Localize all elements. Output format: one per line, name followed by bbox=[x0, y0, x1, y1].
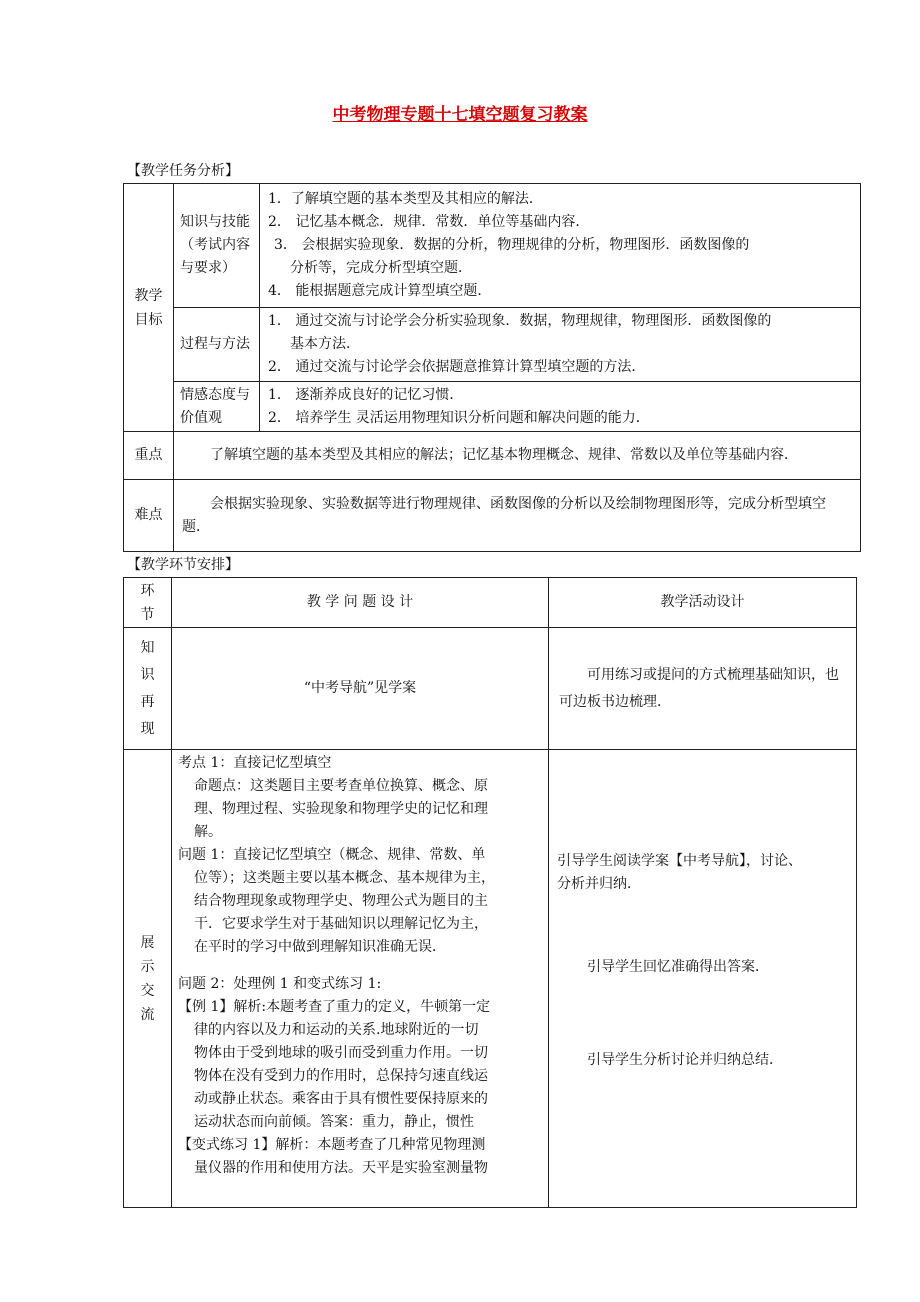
design-line-13: 律的内容以及力和运动的关系.地球附近的一切 bbox=[194, 1022, 479, 1038]
task-analysis-table bbox=[123, 183, 861, 552]
process-content bbox=[260, 308, 861, 382]
goal-label: 教学目标 bbox=[134, 287, 163, 328]
emotion-line-1: 1． 逐渐养成良好的记忆习惯． bbox=[268, 386, 464, 403]
emotion-label: 情感态度与价值观 bbox=[174, 382, 260, 432]
design-line-16: 动或静止状态。乘客由于具有惯性要保持原来的 bbox=[194, 1091, 488, 1107]
knowledge-line-1: 1．了解填空题的基本类型及其相应的解法． bbox=[268, 191, 543, 207]
design-line-9: 在平时的学习中做到理解知识准确无误． bbox=[194, 939, 446, 955]
exchange-activity bbox=[549, 750, 857, 1208]
design-line-19: 量仪器的作用和使用方法。天平是实验室测量物 bbox=[194, 1160, 488, 1176]
knowledge-line-2: 2． 记忆基本概念．规律．常数．单位等基础内容． bbox=[268, 214, 590, 230]
goal-label-cell bbox=[124, 184, 174, 432]
design-line-3: 理、物理过程、实验现象和物理学史的记忆和理 bbox=[194, 801, 488, 817]
design-line-1: 考点 1：直接记忆型填空 bbox=[178, 755, 332, 771]
design-line-14: 物体由于受到地球的吸引而受到重力作用。一切 bbox=[194, 1045, 488, 1061]
knowledge-content bbox=[260, 184, 861, 308]
stage-exchange bbox=[124, 750, 172, 1208]
design-line-2: 命题点：这类题目主要考查单位换算、概念、原 bbox=[194, 778, 488, 794]
stage-arrangement-table bbox=[123, 577, 857, 1208]
stage-exchange-text: 展示交流 bbox=[140, 934, 155, 1023]
process-line-1: 1． 通过交流与讨论学会分析实验现象．数据，物理规律，物理图形．函数图像的 bbox=[268, 313, 772, 329]
design-spacer bbox=[178, 959, 542, 973]
header-activity: 教学活动设计 bbox=[549, 578, 857, 628]
difficulty-label: 难点 bbox=[124, 480, 174, 552]
knowledge-line-4: 分析等，完成分析型填空题． bbox=[290, 260, 472, 276]
key-label: 重点 bbox=[124, 432, 174, 480]
stage-knowledge-review bbox=[124, 628, 172, 750]
page-title: 中考物理专题十七填空题复习教案 bbox=[332, 105, 588, 125]
knowledge-line-5: 4． 能根据题意完成计算型填空题． bbox=[268, 283, 492, 299]
header-stage bbox=[124, 578, 172, 628]
section-label-stage-arrangement: 【教学环节安排】 bbox=[127, 557, 239, 573]
emotion-line-2: 2． 培养学生 灵活运用物理知识分析问题和解决问题的能力． bbox=[268, 409, 650, 426]
exchange-design bbox=[172, 750, 549, 1208]
design-line-7: 结合物理现象或物理学史、物理公式为题目的主 bbox=[194, 893, 488, 909]
difficulty-content: 会根据实验现象、实验数据等进行物理规律、函数图像的分析以及绘制物理图形等，完成分析型填空题． bbox=[174, 480, 861, 552]
design-line-11: 问题 2：处理例 1 和变式练习 1: bbox=[178, 976, 382, 992]
design-line-18: 【变式练习 1】解析：本题考查了几种常见物理测 bbox=[178, 1137, 486, 1153]
emotion-content bbox=[260, 382, 861, 432]
design-line-6: 位等）；这类题主要以基本概念、基本规律为主， bbox=[194, 870, 495, 886]
design-line-17: 运动状态而向前倾。答案：重力，静止，惯性 bbox=[194, 1114, 474, 1130]
design-line-4: 解。 bbox=[194, 824, 222, 840]
key-content: 了解填空题的基本类型及其相应的解法；记忆基本物理概念、规律、常数以及单位等基础内容． bbox=[174, 432, 861, 480]
stage-knowledge-review-text: 知识再现 bbox=[140, 639, 155, 737]
process-line-3: 2． 通过交流与讨论学会依据题意推算计算型填空题的方法． bbox=[268, 359, 646, 375]
design-line-12: 【例 1】解析:本题考查了重力的定义，牛顿第一定 bbox=[178, 999, 491, 1015]
activity-3: 引导学生分析讨论并归纳总结． bbox=[587, 1052, 783, 1068]
activity-1b: 分析并归纳． bbox=[557, 876, 641, 892]
design-line-8: 干．它要求学生对于基础知识以理解记忆为主， bbox=[194, 916, 488, 932]
design-line-5: 问题 1：直接记忆型填空（概念、规律、常数、单 bbox=[178, 847, 486, 863]
activity-1: 引导学生阅读学案【中考导航】，讨论、 bbox=[557, 853, 802, 869]
section-label-task-analysis: 【教学任务分析】 bbox=[127, 163, 239, 179]
header-design: 教 学 问 题 设 计 bbox=[172, 578, 549, 628]
knowledge-review-design: “中考导航”见学案 bbox=[172, 628, 549, 750]
knowledge-review-activity: 可用练习或提问的方式梳理基础知识，也可边板书边梳理． bbox=[549, 628, 857, 750]
process-label: 过程与方法 bbox=[174, 308, 260, 382]
knowledge-label: 知识与技能（考试内容与要求） bbox=[174, 184, 260, 308]
process-line-2: 基本方法． bbox=[290, 336, 360, 352]
header-stage-text: 环节 bbox=[140, 582, 155, 623]
knowledge-line-3: 3． 会根据实验现象．数据的分析，物理规律的分析，物理图形．函数图像的 bbox=[274, 237, 750, 253]
design-line-15: 物体在没有受到力的作用时，总保持匀速直线运 bbox=[194, 1068, 488, 1084]
activity-2: 引导学生回忆准确得出答案． bbox=[587, 959, 769, 975]
